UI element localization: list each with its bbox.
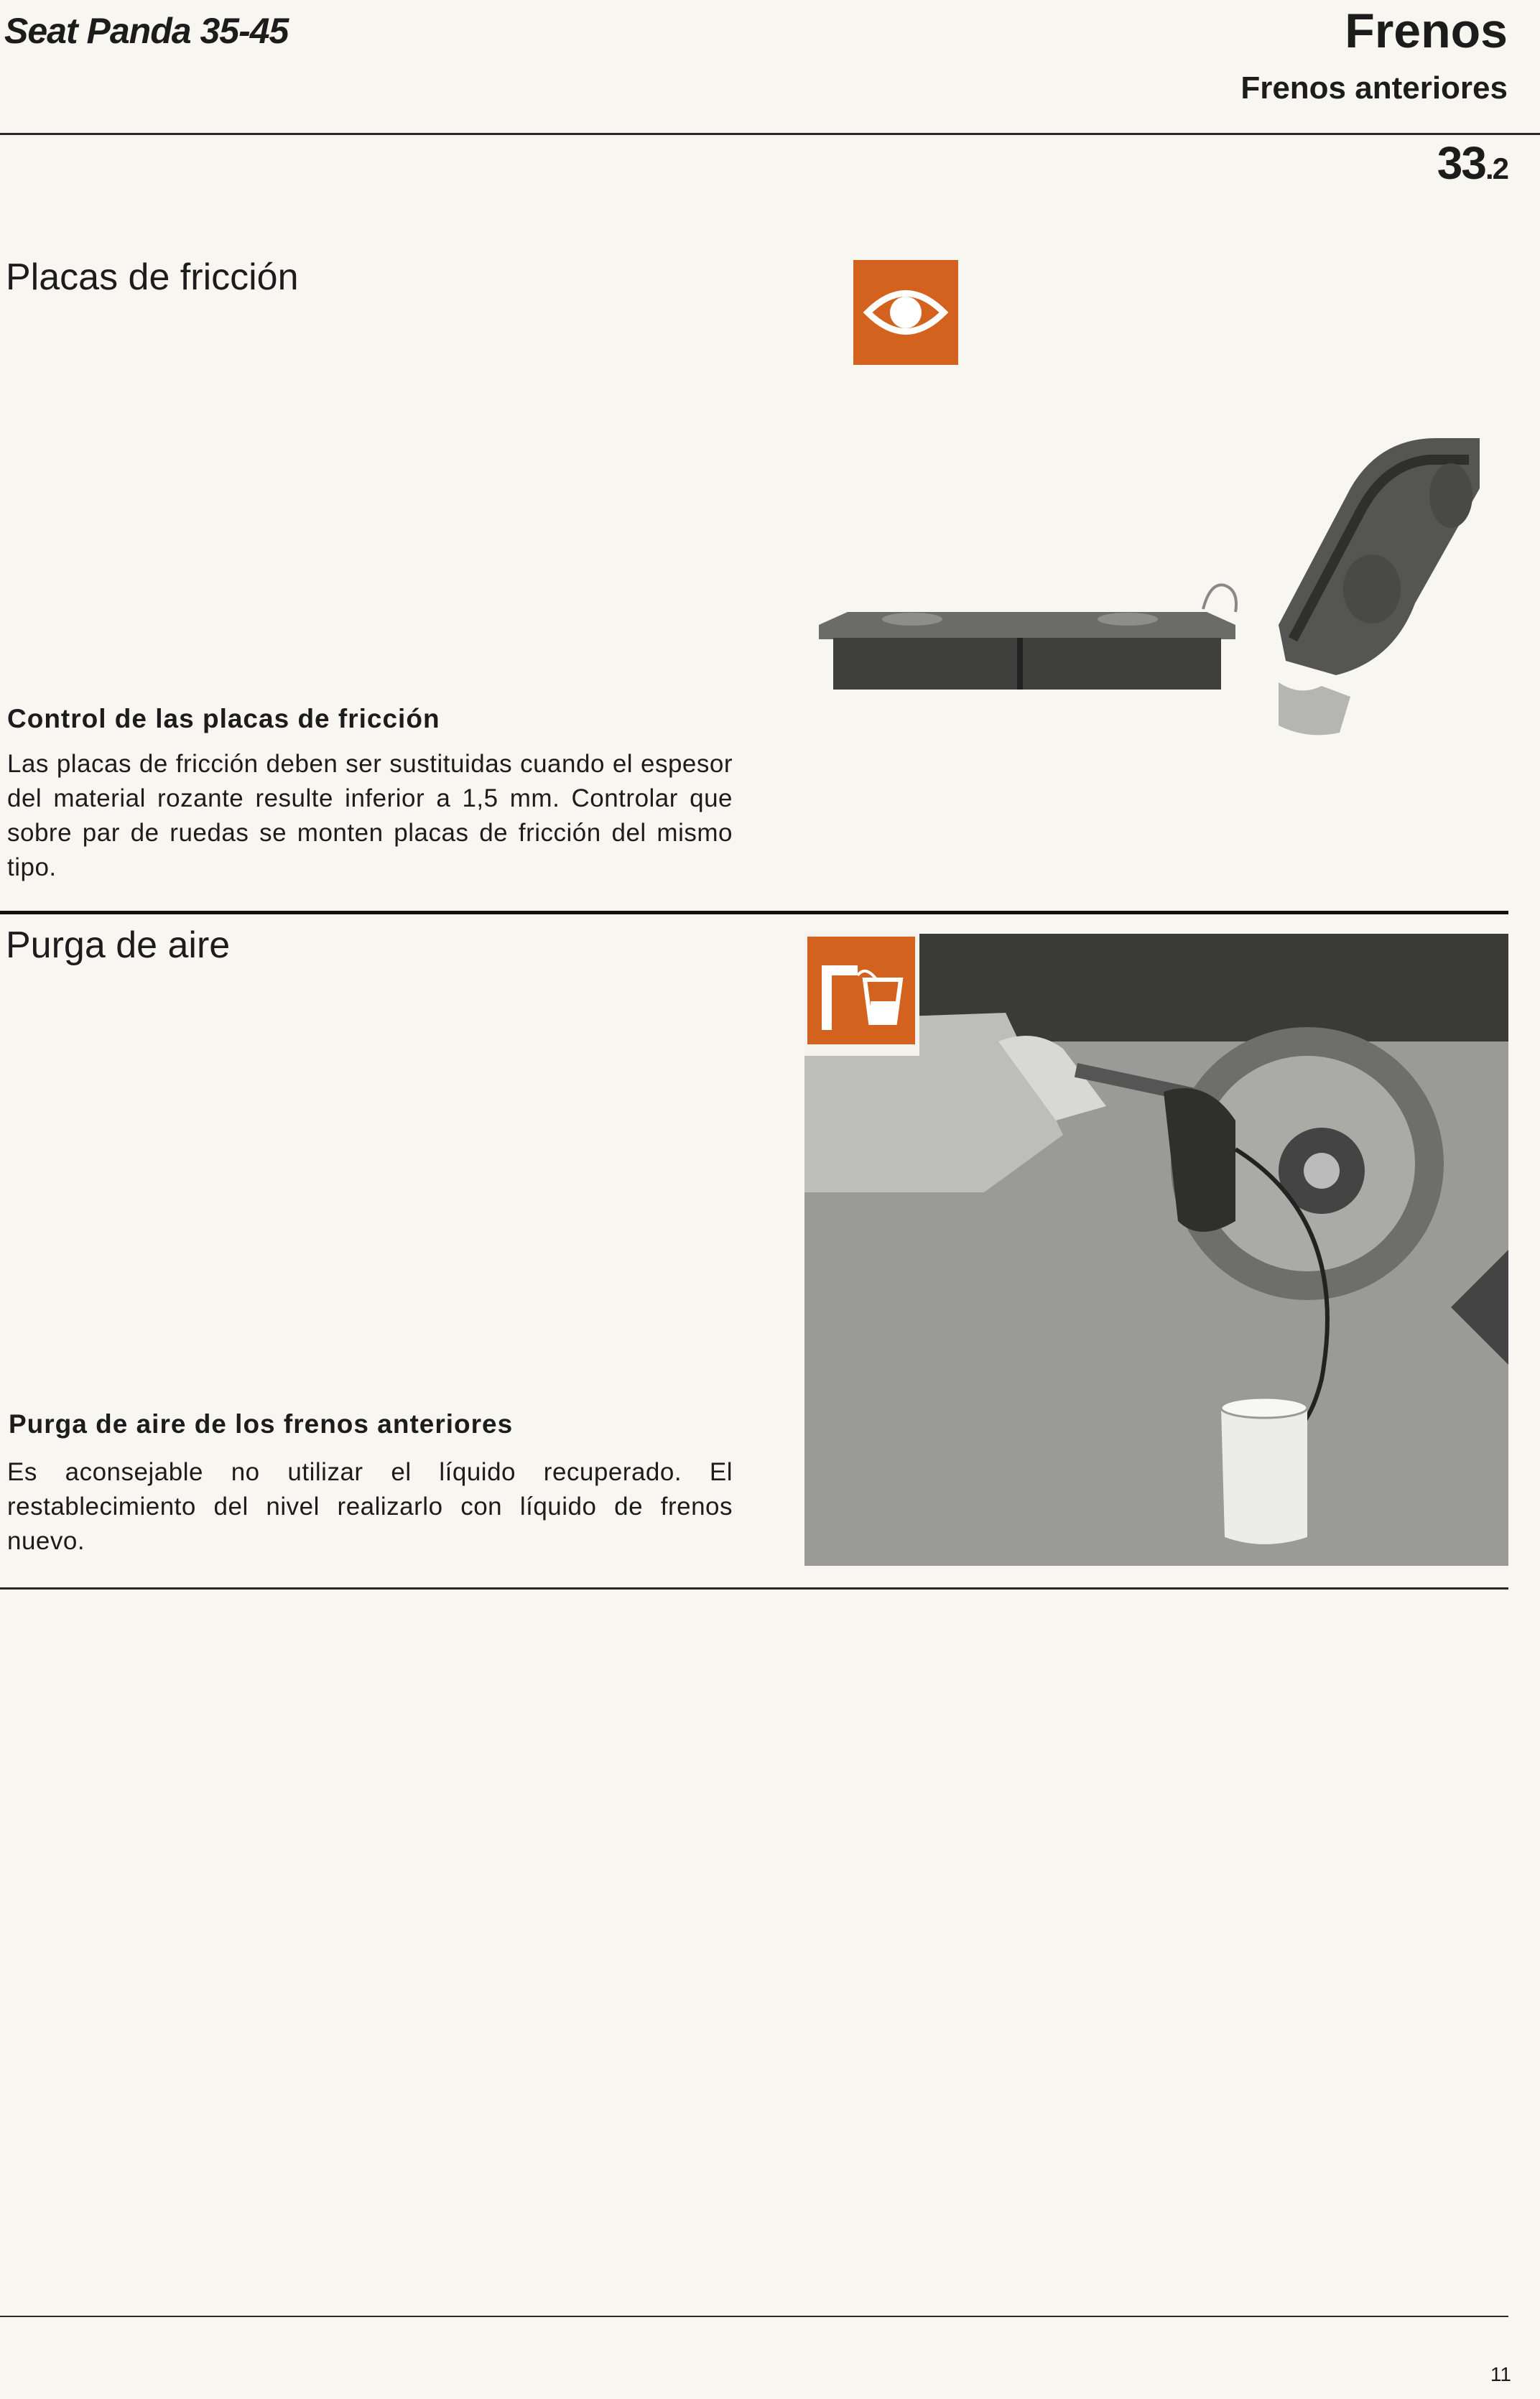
section-number — [1437, 136, 1508, 190]
front-bleeding-text: Es aconsejable no utilizar el líquido recuperado. El restablecimiento del nivel realizarlo con líquido de frenos nuevo. — [7, 1458, 733, 1555]
eye-icon — [853, 260, 958, 365]
brake-fluid-container-icon — [807, 937, 915, 1044]
section2-bottom-divider — [0, 1587, 1508, 1590]
bleeding-icon-frame — [804, 934, 919, 1056]
footer-divider — [0, 2316, 1508, 2317]
subsection-title-pad-control: Control de las placas de fricción — [7, 704, 440, 733]
section-number-sub: .2 — [1485, 152, 1508, 185]
section-title-friction-pads: Placas de fricción — [6, 256, 299, 298]
manual-model-title: Seat Panda 35-45 — [4, 11, 289, 51]
subsection-title-front-bleeding: Purga de aire de los frenos anteriores — [9, 1409, 514, 1439]
pad-control-text: Las placas de fricción deben ser sustituidas cuando el espesor del material rozante resulte inferior a 1,5 mm. Controlar que sobre par de ruedas se monten placas de fricción del mismo tipo. — [7, 750, 733, 881]
subchapter-title: Frenos anteriores — [1240, 70, 1508, 106]
section-title-air-bleeding: Purga de aire — [6, 924, 231, 966]
section-number-main: 33 — [1437, 137, 1485, 189]
section-divider — [0, 911, 1508, 914]
caliper-bleeding-photo — [804, 934, 1508, 1566]
header-divider — [0, 133, 1540, 135]
page-number: 11 — [1490, 2363, 1511, 2385]
inspection-icon-box — [853, 260, 958, 365]
chapter-title: Frenos — [1345, 4, 1508, 58]
brake-pads-illustration — [804, 424, 1523, 761]
